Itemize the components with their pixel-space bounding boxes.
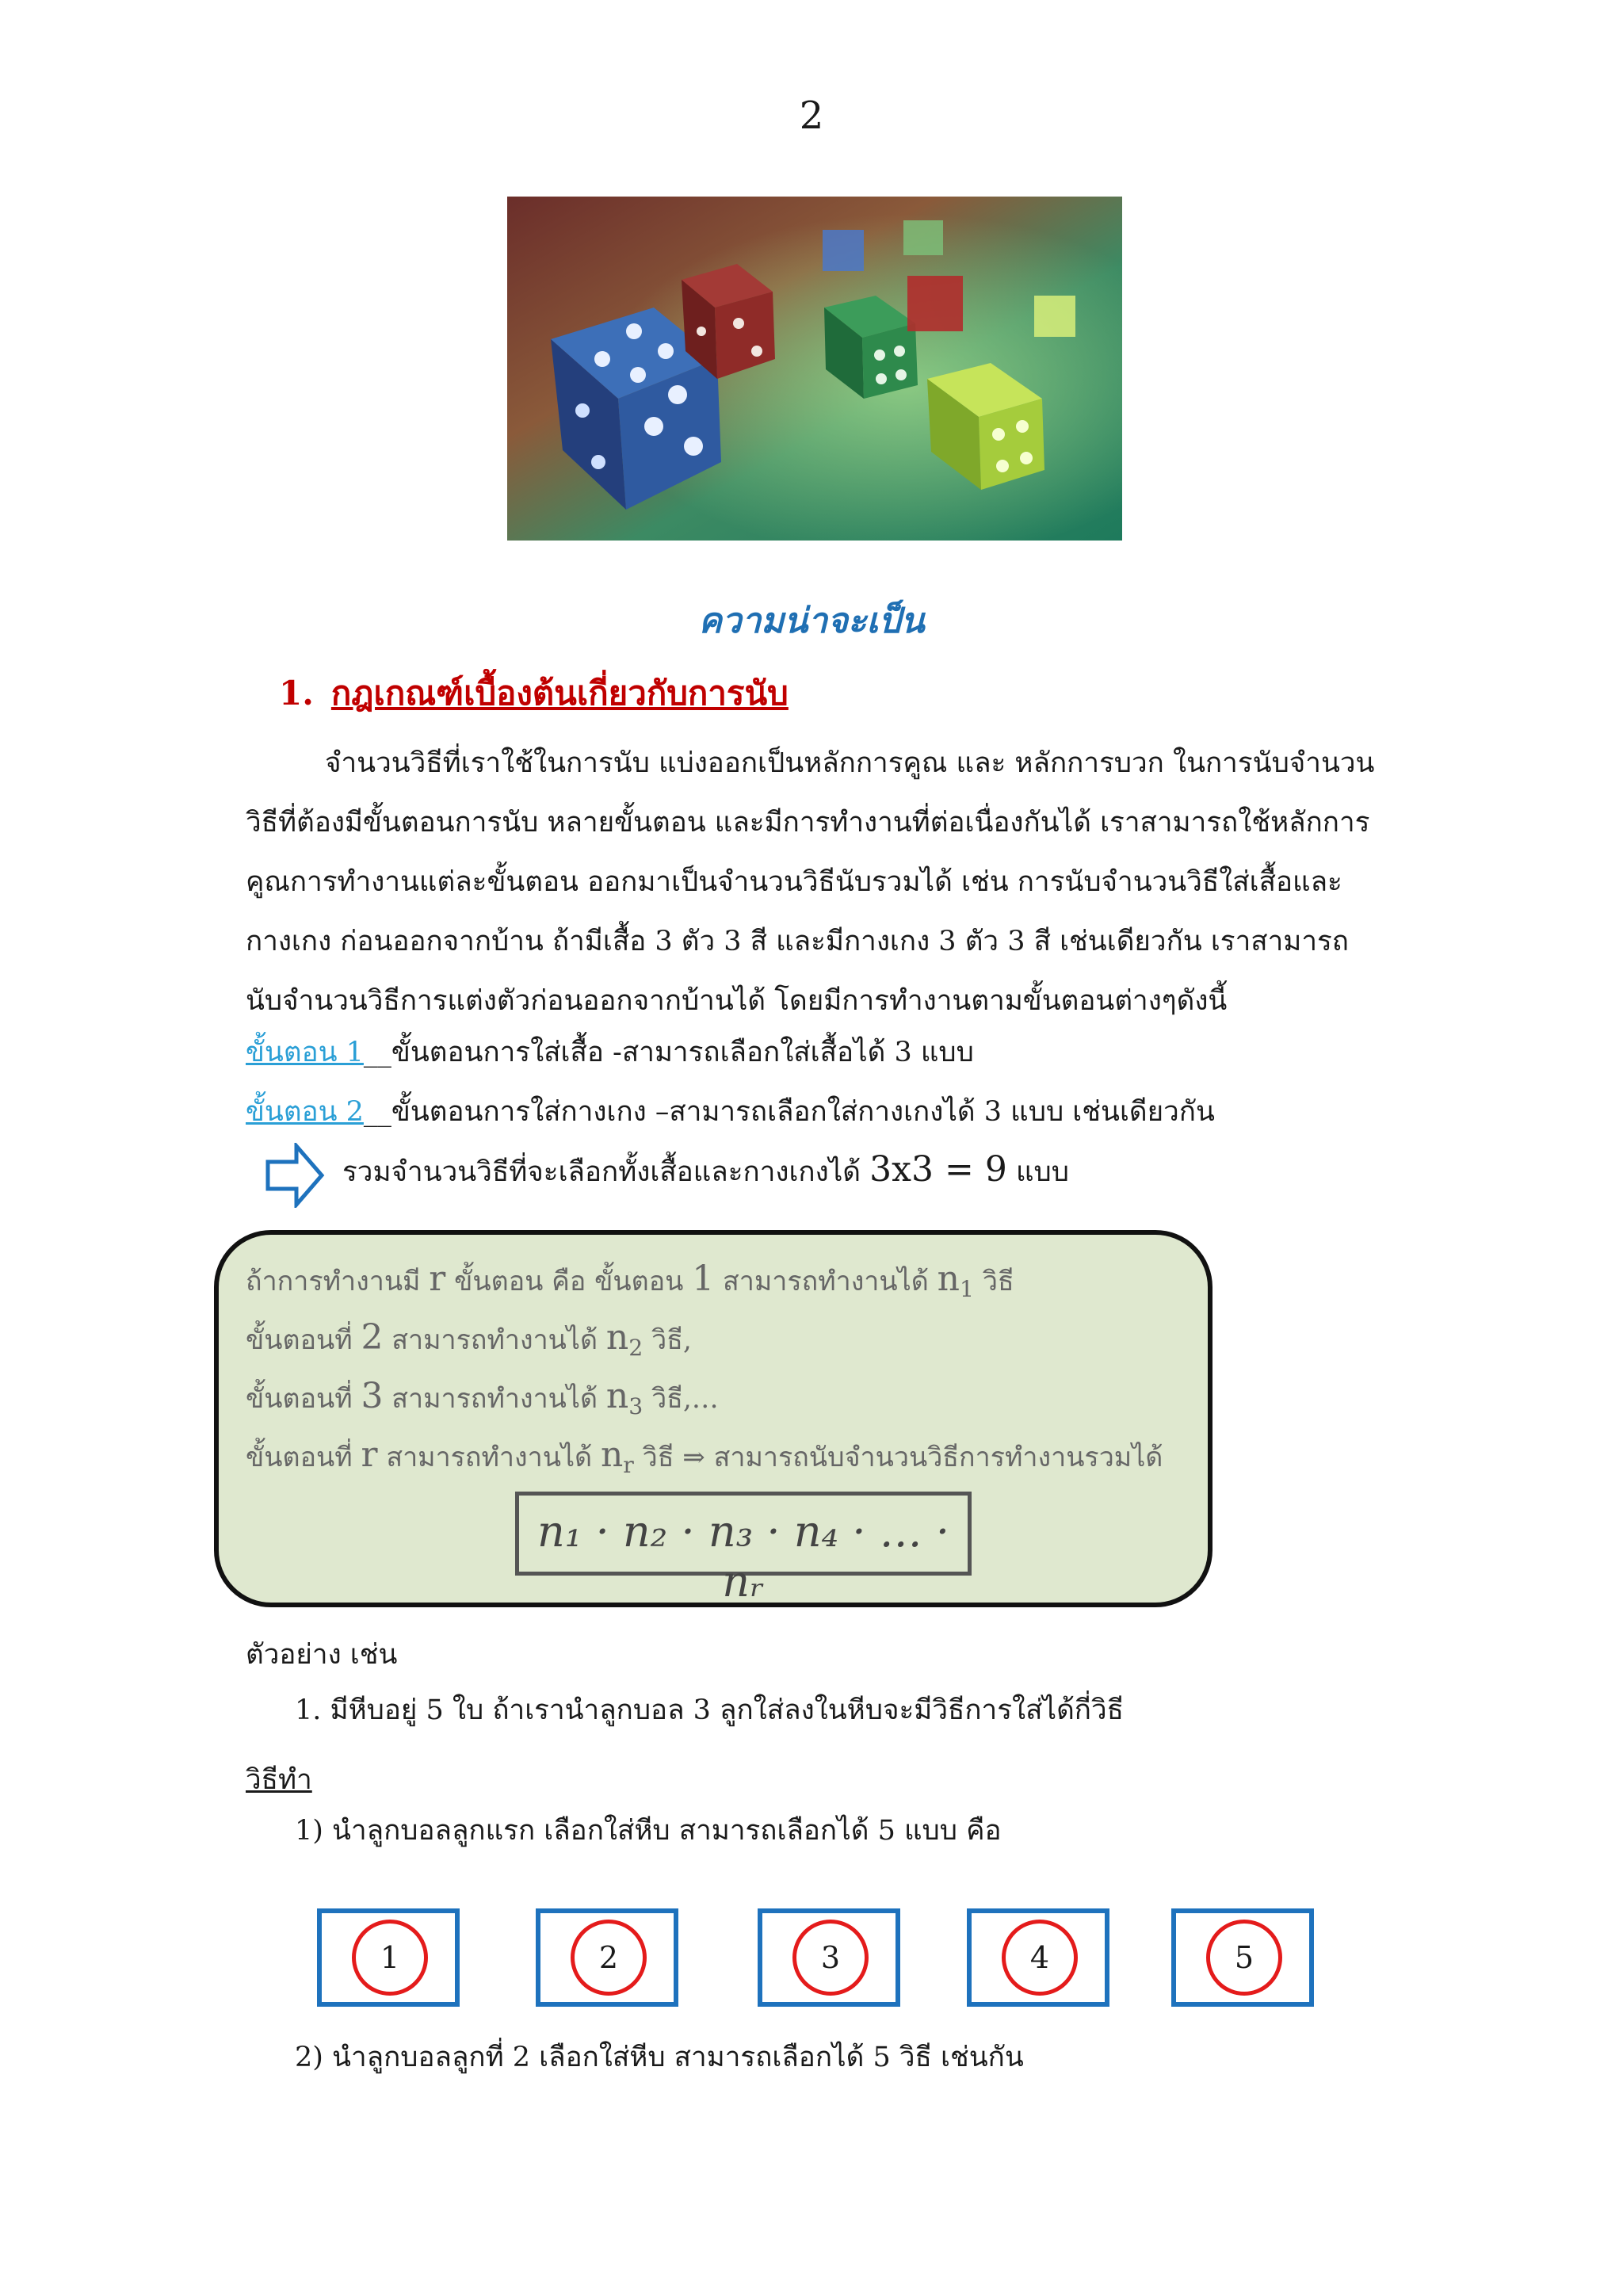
rule-text: วิธี (982, 1266, 1014, 1297)
section-number: 1. (279, 674, 314, 712)
box-slot (758, 1908, 900, 2007)
ball: 3 (792, 1920, 869, 1996)
box-slot (536, 1908, 678, 2007)
dice-photo (507, 197, 1122, 541)
paragraph-line: จำนวนวิธีที่เราใช้ในการนับ แบ่งออกเป็นหลักการคูณ และ หลักการบวก ในการนับจำนวน (325, 747, 1375, 779)
section-heading (279, 667, 789, 720)
rule-text: สามารถทำงานได้ (386, 1442, 593, 1473)
rule-var-n: n (600, 1435, 624, 1475)
rule-subscript: 2 (628, 1334, 643, 1361)
rule-number: 3 (361, 1376, 384, 1416)
rule-text: สามารถทำงานได้ (723, 1266, 929, 1297)
total-line (342, 1149, 1069, 1194)
rule-text: สามารถทำงานได้ (391, 1324, 598, 1356)
dice-illustration (507, 197, 1122, 541)
rule-text: วิธี ⇒ สามารถนับจำนวนวิธีการทำงานรวมได้ (642, 1442, 1163, 1473)
rule-text: ขั้นตอนที่ (246, 1442, 353, 1473)
page-number: 2 (799, 94, 824, 138)
rule-line-3 (246, 1376, 719, 1419)
rule-var-r: r (361, 1435, 378, 1475)
box-slot (1171, 1908, 1314, 2007)
rule-text: ขั้นตอน คือ ขั้นตอน (454, 1266, 684, 1297)
total-unit: แบบ (1015, 1156, 1069, 1188)
paragraph-line: นับจำนวนวิธีการแต่งตัวก่อนออกจากบ้านได้ โดยมีการทำงานตามขั้นตอนต่างๆดังนี้ (246, 985, 1228, 1017)
step-1-link[interactable]: ขั้นตอน 1 (246, 1037, 364, 1068)
rule-var-n: n (605, 1376, 629, 1416)
section-title: กฎเกณฑ์เบื้องต้นเกี่ยวกับการนับ (330, 674, 789, 712)
intro-paragraph (246, 734, 1387, 1031)
box-slot (317, 1908, 460, 2007)
rule-number: 1 (692, 1259, 715, 1299)
rule-line-4 (246, 1435, 1163, 1478)
rule-subscript: 3 (628, 1392, 643, 1419)
rule-line-1 (246, 1259, 1014, 1302)
solution-step-2: 2) นำลูกบอลลูกที่ 2 เลือกใส่หีบ สามารถเลือกได้ 5 วิธี เช่นกัน (295, 2042, 1024, 2073)
paragraph-line: กางเกง ก่อนออกจากบ้าน ถ้ามีเสื้อ 3 ตัว 3 สี และมีกางเกง 3 ตัว 3 สี เช่นเดียวกัน เราสามารถ (246, 926, 1349, 957)
rule-text: ถ้าการทำงานมี (246, 1266, 421, 1297)
total-calc: 3x3 = 9 (869, 1149, 1007, 1190)
rule-text: สามารถทำงานได้ (391, 1383, 598, 1415)
rule-var-n: n (605, 1317, 629, 1358)
ball: 1 (352, 1920, 428, 1996)
step-1-text: __ขั้นตอนการใส่เสื้อ -สามารถเลือกใส่เสื้อได้ 3 แบบ (363, 1037, 974, 1068)
rule-subscript: r (623, 1451, 634, 1478)
ball: 4 (1002, 1920, 1078, 1996)
step-2-link[interactable]: ขั้นตอน 2 (246, 1096, 364, 1128)
rule-var-n: n (937, 1259, 960, 1299)
rule-subscript: 1 (959, 1275, 975, 1302)
step-2 (246, 1090, 1215, 1133)
formula-box (515, 1492, 972, 1606)
example-1: 1. มีหีบอยู่ 5 ใบ ถ้าเรานำลูกบอล 3 ลูกใส่ลงในหีบจะมีวิธีการใส่ได้กี่วิธี (295, 1694, 1125, 1726)
total-text: รวมจำนวนวิธีที่จะเลือกทั้งเสื้อและกางเกงได้ (342, 1156, 861, 1188)
paragraph-line: คูณการทำงานแต่ละขั้นตอน ออกมาเป็นจำนวนวิธีนับรวมได้ เช่น การนับจำนวนวิธีใส่เสื้อและ (246, 866, 1342, 898)
ball: 2 (571, 1920, 647, 1996)
page-title: ความน่าจะเป็น (698, 601, 925, 641)
rule-text: ขั้นตอนที่ (246, 1324, 353, 1356)
rule-line-2 (246, 1317, 692, 1361)
rule-var-r: r (429, 1259, 446, 1299)
step-2-text: __ขั้นตอนการใส่กางเกง –สามารถเลือกใส่กางเกงได้ 3 แบบ เช่นเดียวกัน (363, 1096, 1215, 1128)
solution-step-1: 1) นำลูกบอลลูกแรก เลือกใส่หีบ สามารถเลือกได้ 5 แบบ คือ (295, 1815, 1002, 1847)
step-1 (246, 1030, 974, 1074)
ball: 5 (1206, 1920, 1282, 1996)
product-formula: n₁ · n₂ · n₃ · n₄ · … · nᵣ (537, 1507, 949, 1606)
rule-number: 2 (361, 1317, 384, 1358)
method-label: วิธีทำ (246, 1764, 312, 1796)
rule-text: วิธี,… (651, 1383, 719, 1415)
rule-text: วิธี, (651, 1324, 692, 1356)
example-label: ตัวอย่าง เช่น (246, 1639, 398, 1671)
right-arrow-icon (265, 1143, 325, 1211)
rule-text: ขั้นตอนที่ (246, 1383, 353, 1415)
paragraph-line: วิธีที่ต้องมีขั้นตอนการนับ หลายขั้นตอน และมีการทำงานที่ต่อเนื่องกันได้ เราสามารถใช้หลักการ (246, 807, 1370, 839)
box-slot (967, 1908, 1109, 2007)
